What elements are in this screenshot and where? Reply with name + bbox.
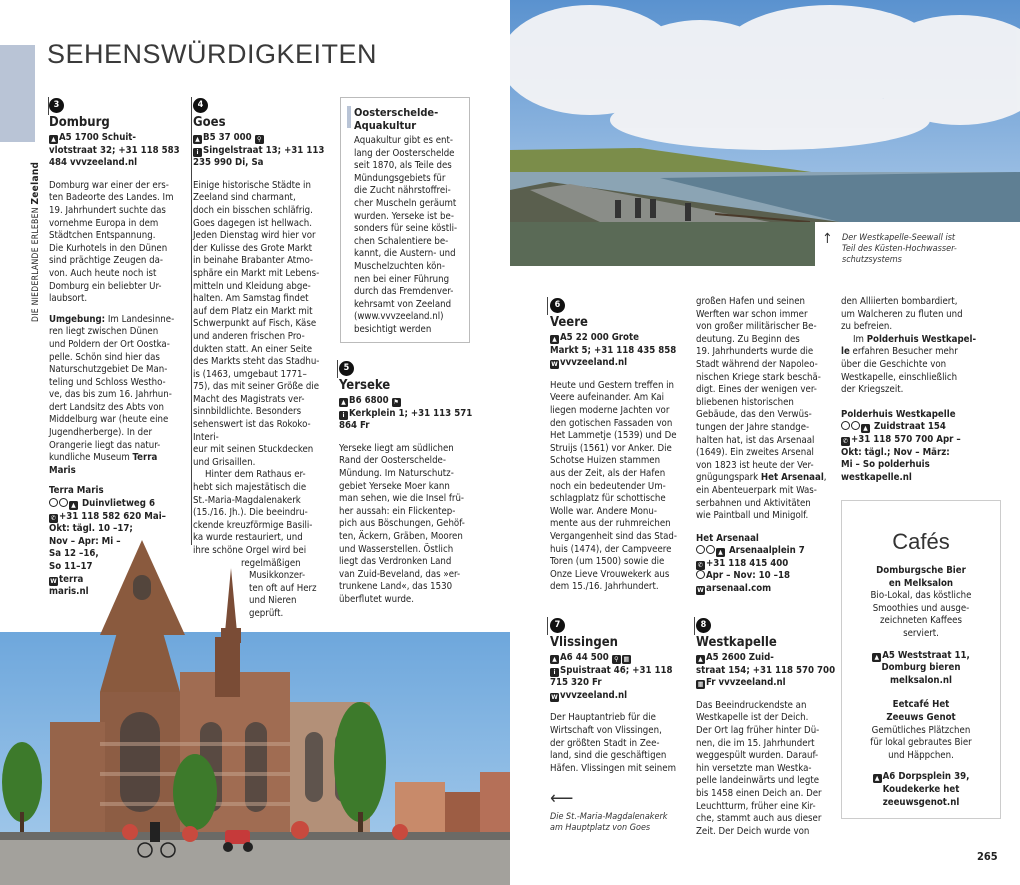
running-head [30, 162, 41, 322]
column-divider [547, 617, 548, 635]
entry-body: Heute und Gestern treffen in Veere aufeinander. Am Kai liegen moderne Jachten vor den gotischen Fassaden von Het Lammetje (1539) und De Struijs (1561) vor Anker. Die Schotse Huizen stammen aus der Zeit, als der Hafen noch ein bedeutender Um- schlagplatz für schottische Wolle war. Andere Monu- mente aus der ruhmreichen Vergangenheit sind das Stad- huis (1474), der Campveere Toren (um 1500) sowie die Onze Lieve Vrouwekerk aus dem 15./16. Jahrhundert. [550, 379, 677, 593]
map-pin-icon: ▲ [872, 653, 881, 662]
sidebar-body: Aquakultur gibt es ent- lang der Oosterschelde seit 1870, als Teile des Mündungsgebiets für die Zucht nährstoffrei- cher Muscheln geräumt wurden. Yerseke ist be- sonders für seine köstli- chen Schalentiere be- kannt, die Austern- und Muschelzuchten kön- nen bei einer Führung durch das Fremdenver- kehrsamt von Zeeland (www.vvvzeeland.nl) besichtigt werden [354, 135, 458, 335]
arrow-left-icon: ⟵ [550, 788, 574, 809]
cafe-info: ▲ A5 Weststraat 11, Domburg bieren melksalon.nl [850, 650, 992, 688]
accessible-icon [696, 545, 705, 554]
map-pin-icon: ▲ [873, 774, 882, 783]
entry-number: 7 [550, 618, 565, 633]
polderhuis-info: Polderhuis Westkapelle ▲ Zuidstraat 154 ✆ +31 118 570 700 Apr – Okt: tägl.; Nov – März: Mi – So polderhuis westkapelle.nl [841, 408, 961, 483]
cafe-desc: Gemütliches Plätzchen für lokal gebrautes Bier und Häppchen. [870, 724, 972, 761]
entry-info: ▲ A5 1700 Schuit- vlotstraat 32; +31 118 583 484 vvvzeeland.nl [49, 132, 180, 169]
photo-caption-top: ↑ Der Westkapelle-Seewall ist Teil des Küsten-Hochwasser- schutzsystems [822, 231, 957, 265]
map-pin-icon: ▲ [193, 135, 202, 144]
entry-number: 3 [49, 98, 64, 113]
population-icon: ⚑ [393, 398, 399, 406]
phone-icon: ✆ [696, 561, 705, 570]
phone-icon: ✆ [49, 514, 58, 523]
entry-title: Goes [193, 115, 226, 130]
calendar-icon: ▦ [623, 655, 629, 663]
entry-title: Veere [550, 315, 588, 330]
photo-caption-bottom: ⟵ Die St.-Maria-Magdalenakerk am Hauptplatz von Goes [550, 790, 700, 834]
church-photo [0, 632, 510, 885]
map-pin-icon: ▲ [69, 501, 78, 510]
entry-info: ▲ B5 37 000 ⚲ i Singelstraat 13; +31 113 235 990 Di, Sa [193, 132, 325, 169]
clock-icon [696, 570, 705, 579]
entry-number: 8 [696, 618, 711, 633]
entry-yerseke [339, 361, 479, 607]
entry-info: ▲ A5 2600 Zuid- straat 154; +31 118 570 700 ▦ Fr vvvzeeland.nl [696, 652, 836, 689]
sidebar-title: Oosterschelde- Aquakultur [354, 106, 439, 132]
web-icon: W [697, 586, 704, 595]
entry-number: 6 [550, 298, 565, 313]
cafes-box [841, 500, 1001, 819]
restaurant-icon: ⚲ [255, 135, 264, 144]
page-number: 265 [977, 850, 998, 863]
map-pin-icon: ▲ [716, 548, 725, 557]
entry-info: ▲ A5 22 000 Grote Markt 5; +31 118 435 858 W vvvzeeland.nl [550, 332, 677, 369]
restaurant-icon [851, 421, 860, 430]
chapter-tab [0, 45, 35, 142]
map-pin-icon: ▲ [49, 135, 58, 144]
info-icon: i [550, 668, 559, 677]
phone-icon: ✆ [841, 437, 850, 446]
entry-goes [193, 98, 331, 621]
entry-veere [550, 298, 690, 594]
map-pin-icon: ▲ [339, 398, 348, 407]
entry-info: ▲ B6 6800 ⚑ i Kerkplein 1; +31 113 571 864 Fr [339, 395, 473, 432]
web-icon: W [50, 576, 57, 585]
chapter-name: Zeeland [30, 161, 41, 205]
entry-number: 4 [193, 98, 208, 113]
umgebung: Umgebung: Im Landesinne- ren liegt zwischen Dünen und Poldern der Ort Oostka- pelle. Schön sind hier das Naturschutzgebiet De Man- teling und Schloss Westho- ve, das bis zum 16. Jahrhun- dert Landsitz des Abts von Middelburg war (heute eine Jugendherberge). In der Orangerie liegt das natur- kundliche Museum Terra Maris [49, 313, 175, 476]
map-pin-icon: ▲ [550, 655, 559, 664]
accessible-icon [841, 421, 850, 430]
web-icon: W [551, 360, 558, 369]
beach-photo-ground [510, 222, 815, 266]
entry-westkapelle [696, 618, 836, 838]
restaurant-icon [59, 498, 68, 507]
column-divider [191, 97, 192, 545]
column-westkapelle-cont: den Alliierten bombardiert, um Walcheren zu fluten und zu befreien. Im Polderhuis Westkapel- le erfahren Besucher mehr über die Geschichte von Westkapelle, einschließlich der Kriegszeit. Polderhuis Westkapelle ▲ Zuidstraat 154 ✆ +31 118 570 700 Apr – Okt: tägl.; Nov – März: Mi – So polderhuis westkapelle.nl [841, 296, 991, 484]
cafe-info: ▲ A6 Dorpsplein 39, Koudekerke het zeeuwsgenot.nl [850, 771, 992, 809]
entry-number: 5 [339, 361, 354, 376]
church-spire [218, 568, 244, 643]
arrow-up-icon: ↑ [822, 231, 833, 247]
info-icon: i [193, 148, 202, 157]
column-divider [694, 617, 695, 635]
calendar-icon: ▦ [697, 680, 704, 689]
map-pin-icon: ▲ [550, 335, 559, 344]
web-icon: W [551, 692, 558, 701]
arsenaal-info: Het Arsenaal ▲ Arsenaalplein 7 ✆ +31 118 415 400 Apr – Nov: 10 –18 W arsenaal.com [696, 532, 805, 595]
restaurant-icon [706, 545, 715, 554]
column-vlissingen-cont: großen Hafen und seinen Werften war schon immer von großer militärischer Be- deutung. Zu Beginn des 19. Jahrhunderts wurde die Stadt während der Napoleo- nischen Kriege stark beschä- digt. Eines der wenigen ver- bliebenen historischen Gebäude, das den Verwüs- tungen der Jahre standge- halten hat, ist das Arsenaal (1649). Ein zweites Arsenal von 1823 ist heute der Ver- gnügungspark Het Arsenaal, ein Abenteuerpark mit Was- serbahnen und Aktivitäten wie Paintball und Minigolf. Het Arsenaal ▲ Arsenaalplein 7 ✆ +31 118 415 400 Apr – Nov: 10 –18 W arsenaal.com [696, 296, 836, 596]
entry-title: Domburg [49, 115, 110, 130]
entry-info: ▲ A6 44 500 ⚲ ▦ i Spuistraat 46; +31 118 715 320 Fr W vvvzeeland.nl [550, 652, 673, 701]
sidebar-box-aquakultur [340, 97, 470, 343]
entry-title: Westkapelle [696, 635, 777, 650]
entry-vlissingen [550, 618, 690, 775]
running-head-label: DIE NIEDERLANDE ERLEBEN [31, 207, 41, 322]
page-title: SEHENSWÜRDIGKEITEN [47, 39, 378, 69]
column-divider [48, 97, 49, 115]
info-icon: i [339, 411, 348, 420]
column-divider [547, 297, 548, 315]
column-divider [337, 360, 338, 378]
accessible-icon [49, 498, 58, 507]
church-gable [95, 540, 190, 635]
map-pin-icon: ▲ [861, 424, 870, 433]
restaurant-icon: ⚲ [612, 655, 621, 664]
entry-body: Domburg war einer der ers- ten Badeorte des Landes. Im 19. Jahrhundert suchte das vornehme Europa in dem Städtchen Entspannung. Die Kurhotels in den Dünen sind prächtige Zeugen da- von. Auch heute noch ist Domburg ein beliebter Ur- laubsort. [49, 179, 174, 305]
beach-photo [510, 0, 1020, 222]
entry-domburg [49, 98, 189, 599]
entry-title: Yerseke [339, 378, 391, 393]
cafes-heading: Cafés [892, 529, 950, 554]
entry-body: Der Hauptantrieb für die Wirtschaft von Vlissingen, der größten Stadt in Zee- land, sind die geschäftigen Häfen. Vlissingen mit seinem [550, 712, 676, 774]
cafe-title: Eetcafé Het Zeeuws Genot [886, 699, 956, 723]
entry-body: Einige historische Städte in Zeeland sind charmant, doch ein bisschen schläfrig. Goes dagegen ist hellwach. Jeden Dienstag wird hier vor der Kulisse des Grote Markt in beinahe Brabanter Atmo- sphäre ein Markt mit Lebens- mitteln und Kleidung abge- halten. Am Samstag findet auf dem Platz ein Markt mit Schwerpunkt auf Fisch, Käse und anderen frischen Pro- dukten statt. An einer Seite des Markts steht das Stadhu- is (1463, umgebaut 1771– 75), das mit seiner Größe die Macht des Magistrats ver- sinnbildlichte. Besonders sehenswert ist das Rokoko-Interi- eur mit seinen Stuckdecken und Grisaillen. Hinter dem Rathaus er- hebt sich majestätisch die St.-Maria-Magdalenakerk (15./16. Jh.). Die beeindru- ckende kreuzförmige Basili- ka wurde restauriert, und ihre schöne Orgel wird bei regelmäßigen Musikkonzer- ten oft auf Herz und Nieren geprüft. [193, 179, 320, 619]
entry-body: Das Beeindruckendste an Westkapelle ist der Deich. Der Ort lag früher hinter Dü- nen, die im 15. Jahrhundert weggespült wurden. Darauf- hin versetzte man Westka- pelle landeinwärts und legte bis 1458 einen Deich an. Der Leuchtturm, früher eine Kir- che, stammt auch aus dieser Zeit. Der Deich wurde von [696, 699, 822, 837]
terra-maris-info: Terra Maris ▲ Duinvlietweg 6 ✆ +31 118 582 620 Mai– Okt: tägl. 10 –17; Nov – Apr: Mi – Sa 12 –16, So 11–17 W terra maris.nl [49, 485, 166, 598]
cafe-desc: Bio-Lokal, das köstliche Smoothies und ausge- zeichneten Kaffees serviert. [870, 590, 972, 639]
cafe-title: Domburgsche Bier en Melksalon [876, 565, 966, 589]
entry-body: Yerseke liegt am südlichen Rand der Oosterschelde- Mündung. Im Naturschutz- gebiet Yerseke Moer kann man sehen, wie die Insel frü- her aussah: ein Flickentep- pich aus Böschungen, Gehöf- ten, Äckern, Gräben, Mooren und Wasserstellen. Östlich liegt das Verdronken Land van Zuid-Beveland, das »er- trunkene Land«, das 1530 überflutet wurde. [339, 442, 465, 605]
entry-title: Vlissingen [550, 635, 618, 650]
map-pin-icon: ▲ [696, 655, 705, 664]
